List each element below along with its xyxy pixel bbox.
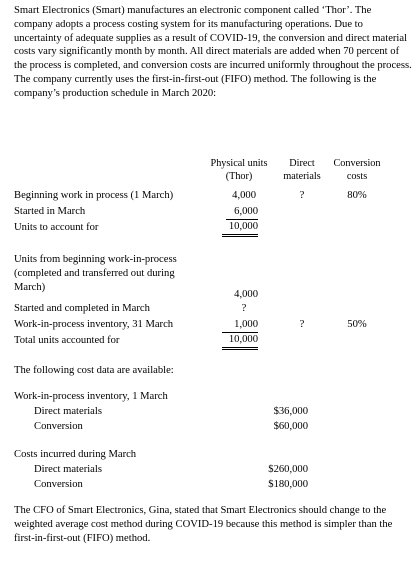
row-from-beginning-label-2: (completed and transferred out during [14,268,175,279]
row-to-account-label: Units to account for [14,222,99,233]
costs-incurred-heading: Costs incurred during March [14,449,137,460]
row-started-completed-label: Started and completed in March [14,303,150,314]
row-ending-wip-label: Work-in-process inventory, 31 March [14,319,174,330]
costs-incurred-dm-label: Direct materials [34,464,102,475]
row-beginning-wip-label: Beginning work in process (1 March) [14,190,174,201]
row-started-label: Started in March [14,206,86,217]
row-ending-wip-dm: ? [299,319,305,330]
header-conversion [326,157,388,184]
header-conversion-line1: Conversion [333,158,381,169]
row-started-units: 6,000 [226,205,258,220]
costs-wip-dm-label: Direct materials [34,406,102,417]
header-physical-units-line1: Physical units [210,158,268,169]
header-direct-materials-line2: materials [283,171,321,183]
row-to-account-units: 10,000 [222,220,258,237]
row-ending-wip-units: 1,000 [222,318,258,333]
header-direct-materials [276,157,328,184]
row-accounted-units: 10,000 [222,333,258,350]
header-physical-units [203,157,275,184]
row-from-beginning-label-1: Units from beginning work-in-process [14,254,177,265]
row-from-beginning-units: 4,000 [234,289,258,300]
costs-incurred-dm-value: $260,000 [268,464,308,475]
closing-paragraph: The CFO of Smart Electronics, Gina, stated that Smart Electronics should change to the weighted average cost method during COVID-19 because this method is simpler than the first-in-first-out (FIFO) method. [14,505,393,544]
row-beginning-wip-conv: 80% [347,190,367,201]
costs-wip-heading: Work-in-process inventory, 1 March [14,391,168,402]
row-beginning-wip-units: 4,000 [232,190,256,201]
header-physical-units-line2: (Thor) [225,171,253,183]
intro-paragraph: Smart Electronics (Smart) manufactures an electronic component called ‘Thor’. The company adopts a process costing system for its manufacturing operations. Due to uncertainty of adequate supplies as a result of COVID-19, the conversion and direct material costs vary significantly month by month. All direct materials are added when 70 percent of the process is completed, and conversion costs are incurred uniformly throughout the process. The company currently uses the first-in-first-out (FIFO) method. The following is the company’s production schedule in March 2020: [14,5,412,99]
header-direct-materials-line1: Direct [289,158,315,169]
row-accounted-label: Total units accounted for [14,335,120,346]
header-conversion-line2: costs [346,171,368,183]
row-from-beginning-label-3: March) [14,282,46,293]
costs-wip-conv-value: $60,000 [273,421,308,432]
costs-incurred-conv-value: $180,000 [268,479,308,490]
row-ending-wip-conv: 50% [347,319,367,330]
row-started-completed-units: ? [241,303,247,314]
costs-incurred-conv-label: Conversion [34,479,83,490]
document [14,4,412,100]
costs-intro: The following cost data are available: [14,365,174,376]
costs-wip-dm-value: $36,000 [273,406,308,417]
costs-wip-conv-label: Conversion [34,421,83,432]
row-beginning-wip-dm: ? [299,190,305,201]
